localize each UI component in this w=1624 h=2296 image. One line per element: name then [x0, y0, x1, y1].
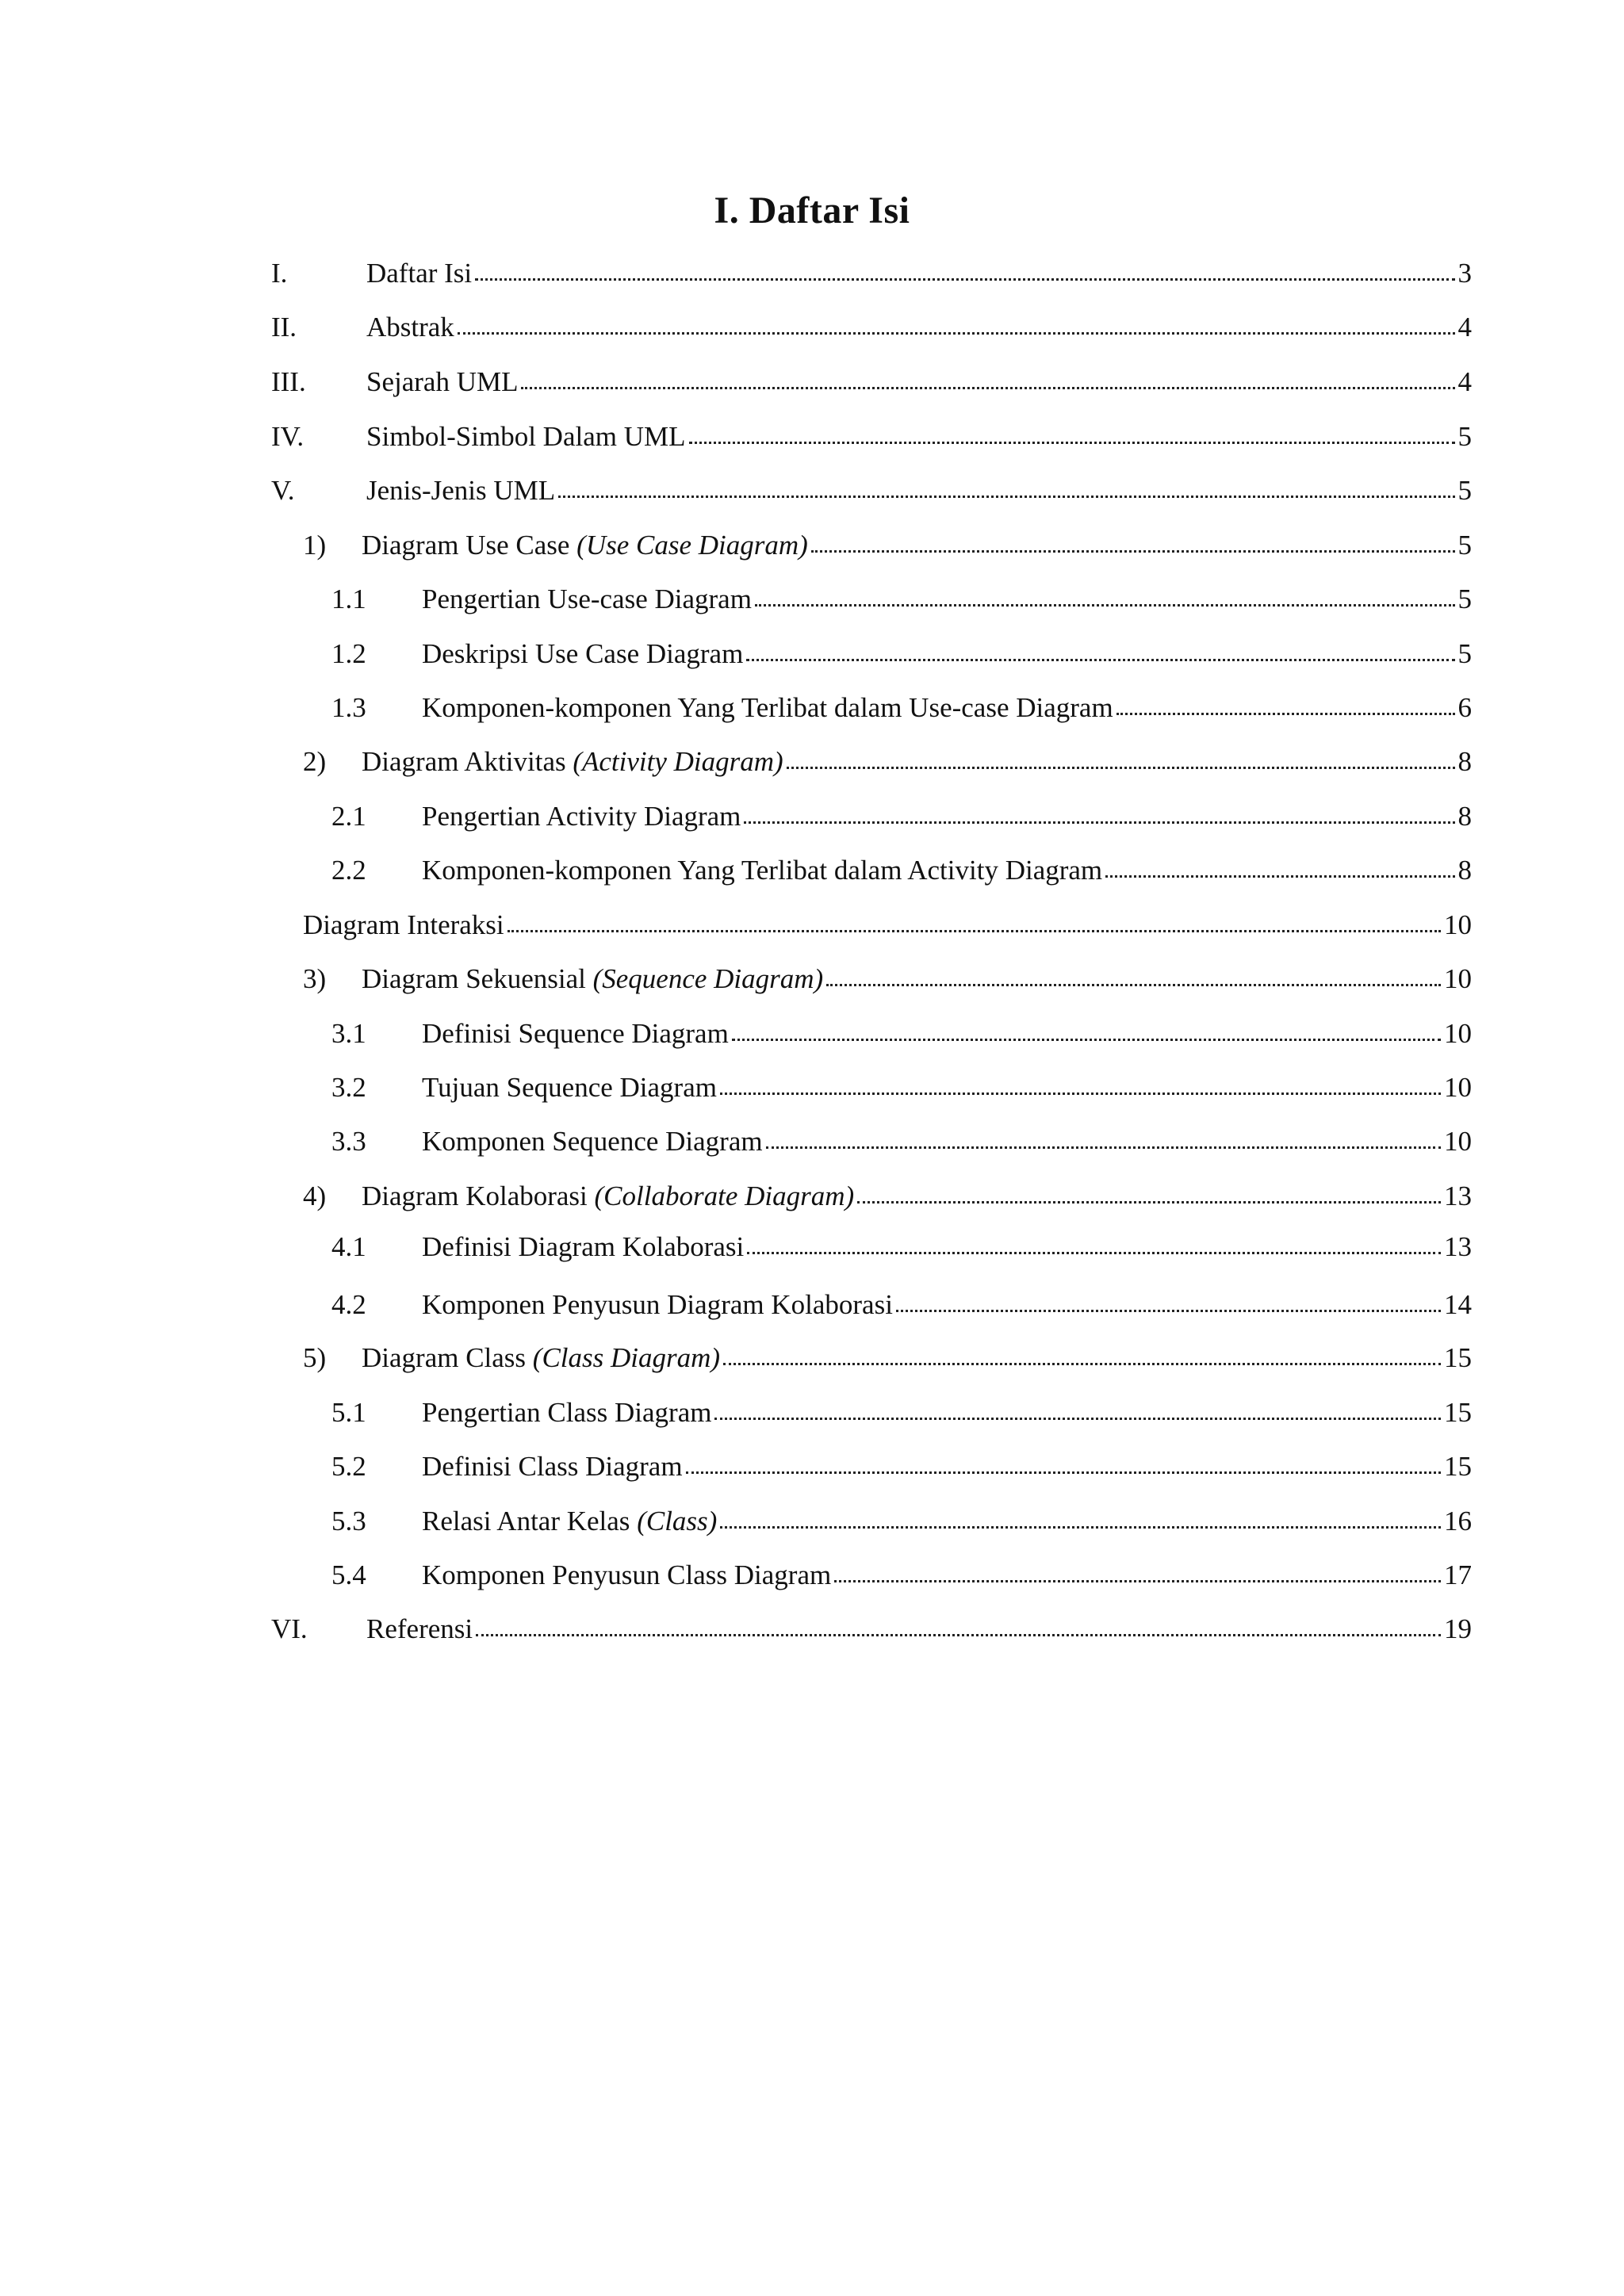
dot-leader	[476, 1626, 1441, 1636]
toc-entry-label	[422, 1070, 717, 1106]
toc-entry[interactable]	[0, 907, 1624, 943]
toc-entry-line	[422, 636, 1472, 672]
toc-entry-label	[422, 1395, 711, 1431]
toc-entry-line	[362, 1340, 1472, 1376]
toc-entry-text: Diagram Kolaborasi	[362, 1181, 595, 1211]
toc-entry-page-number: 5	[1457, 530, 1472, 561]
toc-entry-page-number: 13	[1444, 1231, 1472, 1262]
toc-entry-label	[366, 309, 454, 346]
toc-entry-text: Simbol-Simbol Dalam UML	[366, 421, 686, 452]
toc-entry-line	[422, 1503, 1472, 1540]
dot-leader	[714, 1410, 1441, 1420]
dot-leader	[558, 488, 1454, 498]
toc-entry-line	[366, 473, 1472, 509]
toc-entry[interactable]	[0, 1287, 1624, 1323]
dot-leader	[475, 270, 1454, 281]
toc-entry-number: IV.	[271, 421, 304, 452]
toc-entry-page-number: 8	[1457, 746, 1472, 777]
toc-entry[interactable]	[0, 1016, 1624, 1052]
toc-entry-line	[422, 852, 1472, 889]
toc-entry-page-number: 4	[1457, 312, 1472, 342]
toc-entry-number: V.	[271, 475, 295, 506]
toc-entry-label	[422, 1287, 893, 1323]
dot-leader	[521, 379, 1454, 389]
toc-entry-text: Relasi Antar Kelas	[422, 1506, 638, 1536]
page-title: I. Daftar Isi	[714, 189, 910, 232]
toc-entry[interactable]	[0, 1395, 1624, 1431]
toc-entry-label	[362, 961, 823, 997]
toc-entry-page-number: 5	[1457, 421, 1472, 452]
toc-entry-label	[366, 364, 518, 400]
toc-entry-page-number: 8	[1457, 801, 1472, 832]
dot-leader	[1105, 867, 1454, 878]
toc-entry-number: 5.2	[331, 1451, 366, 1482]
toc-entry-page-number: 15	[1444, 1342, 1472, 1373]
toc-entry-line	[422, 1123, 1472, 1160]
dot-leader	[755, 596, 1455, 607]
toc-entry-number: 1.3	[331, 692, 366, 723]
toc-entry-text: Pengertian Activity Diagram	[422, 801, 741, 832]
toc-entry-label	[422, 1503, 717, 1540]
toc-entry-text: Abstrak	[366, 312, 454, 342]
toc-entry-page-number: 15	[1444, 1451, 1472, 1482]
toc-entry[interactable]	[0, 961, 1624, 997]
toc-entry-label	[366, 419, 686, 455]
toc-entry-number: 5.3	[331, 1506, 366, 1536]
toc-entry-label	[422, 1448, 683, 1485]
toc-entry-italic-text: (Use Case Diagram)	[576, 530, 808, 561]
toc-entry-italic-text: (Sequence Diagram)	[592, 963, 824, 994]
toc-entry-label	[362, 527, 808, 564]
toc-entry-page-number: 5	[1457, 584, 1472, 614]
toc-entry-line	[422, 1070, 1472, 1106]
toc-entry-number: 3)	[303, 963, 327, 994]
toc-entry-line	[362, 527, 1472, 564]
toc-entry-text: Pengertian Class Diagram	[422, 1397, 712, 1428]
toc-entry-line	[422, 581, 1472, 618]
toc-entry-line	[366, 255, 1472, 292]
toc-entry-text: Definisi Class Diagram	[422, 1451, 683, 1482]
toc-entry[interactable]	[0, 852, 1624, 889]
toc-entry-text: Komponen-komponen Yang Terlibat dalam Use-case Diagram	[422, 692, 1113, 723]
dot-leader	[723, 1355, 1441, 1365]
dot-leader	[732, 1031, 1441, 1041]
toc-entry-line	[362, 961, 1472, 997]
toc-entry-number: 1.1	[331, 584, 366, 614]
toc-entry-text: Jenis-Jenis UML	[366, 475, 556, 506]
toc-entry-label	[422, 1557, 831, 1594]
toc-entry-number: II.	[271, 312, 297, 342]
toc-entry-number: 5.1	[331, 1397, 366, 1428]
toc-entry-line	[422, 690, 1472, 726]
dot-leader	[686, 1464, 1441, 1474]
toc-entry-line	[366, 309, 1472, 346]
toc-entry[interactable]	[0, 1448, 1624, 1485]
toc-entry-page-number: 10	[1444, 963, 1472, 994]
toc-entry-number: VI.	[271, 1613, 308, 1644]
toc-entry-number: 4.2	[331, 1289, 366, 1320]
toc-entry[interactable]	[0, 1340, 1624, 1376]
toc-entry-number: 5.4	[331, 1559, 366, 1590]
dot-leader	[720, 1085, 1441, 1095]
toc-entry-text: Diagram Class	[362, 1342, 533, 1373]
toc-entry-number: 2)	[303, 746, 327, 777]
toc-entry-label	[422, 636, 743, 672]
toc-entry-page-number: 15	[1444, 1397, 1472, 1428]
toc-entry-page-number: 10	[1444, 1018, 1472, 1049]
dot-leader	[747, 1244, 1441, 1254]
dot-leader	[689, 434, 1455, 444]
toc-entry-line	[422, 1395, 1472, 1431]
toc-entry[interactable]	[0, 527, 1624, 564]
toc-entry-text: Deskripsi Use Case Diagram	[422, 638, 744, 669]
toc-entry-text: Diagram Interaksi	[303, 909, 504, 940]
toc-entry-number: 2.1	[331, 801, 366, 832]
toc-entry[interactable]	[0, 1229, 1624, 1265]
toc-entry[interactable]	[0, 798, 1624, 835]
dot-leader	[766, 1138, 1441, 1149]
toc-entry-page-number: 4	[1457, 366, 1472, 397]
toc-entry-line	[366, 364, 1472, 400]
toc-entry-page-number: 5	[1457, 638, 1472, 669]
dot-leader	[857, 1193, 1441, 1203]
toc-entry-page-number: 6	[1457, 692, 1472, 723]
toc-entry-page-number: 3	[1457, 258, 1472, 289]
toc-entry-line	[422, 1557, 1472, 1594]
toc-entry[interactable]	[0, 1503, 1624, 1540]
toc-entry-label	[366, 1611, 473, 1647]
toc-entry-line	[422, 1448, 1472, 1485]
toc-entry-label	[366, 473, 555, 509]
toc-entry-text: Sejarah UML	[366, 366, 519, 397]
toc-entry-page-number: 14	[1444, 1289, 1472, 1320]
toc-entry-text: Komponen Penyusun Class Diagram	[422, 1559, 832, 1590]
toc-entry-label	[422, 1016, 729, 1052]
toc-entry-text: Diagram Aktivitas	[362, 746, 573, 777]
toc-entry-label	[362, 744, 783, 780]
toc-entry[interactable]	[0, 1123, 1624, 1160]
toc-entry-label	[303, 907, 504, 943]
dot-leader	[896, 1302, 1441, 1312]
toc-entry[interactable]	[0, 419, 1624, 455]
toc-entry-line	[366, 1611, 1472, 1647]
toc-entry-italic-text: (Collaborate Diagram)	[594, 1181, 855, 1211]
toc-entry-text: Definisi Diagram Kolaborasi	[422, 1231, 745, 1262]
dot-leader	[458, 324, 1455, 335]
toc-entry-line	[366, 419, 1472, 455]
toc-entry-text: Komponen Sequence Diagram	[422, 1126, 763, 1157]
dot-leader	[508, 922, 1441, 932]
dot-leader	[834, 1572, 1441, 1582]
toc-entry-line	[422, 798, 1472, 835]
toc-entry-label	[362, 1178, 854, 1215]
toc-entry-text: Daftar Isi	[366, 258, 473, 289]
toc-entry-text: Referensi	[366, 1613, 473, 1644]
toc-entry-page-number: 17	[1444, 1559, 1472, 1590]
toc-entry-line	[422, 1287, 1472, 1323]
toc-entry-text: Komponen Penyusun Diagram Kolaborasi	[422, 1289, 893, 1320]
toc-entry[interactable]	[0, 1178, 1624, 1215]
toc-entry[interactable]	[0, 690, 1624, 726]
toc-entry-number: 4)	[303, 1181, 327, 1211]
toc-entry-text: Pengertian Use-case Diagram	[422, 584, 752, 614]
dot-leader	[746, 651, 1454, 661]
toc-entry[interactable]	[0, 309, 1624, 346]
toc-entry[interactable]	[0, 473, 1624, 509]
dot-leader	[787, 759, 1455, 769]
toc-entry-number: 2.2	[331, 855, 366, 886]
toc-entry-italic-text: (Class)	[637, 1506, 718, 1536]
toc-entry-page-number: 19	[1444, 1613, 1472, 1644]
toc-entry[interactable]	[0, 364, 1624, 400]
toc-entry-page-number: 10	[1444, 1126, 1472, 1157]
dot-leader	[826, 976, 1441, 986]
toc-entry-label	[422, 1229, 744, 1265]
toc-entry-number: 3.1	[331, 1018, 366, 1049]
toc-entry-number: III.	[271, 366, 306, 397]
toc-entry[interactable]	[0, 1557, 1624, 1594]
toc-entry-line	[422, 1016, 1472, 1052]
dot-leader	[811, 542, 1455, 553]
toc-entry-page-number: 8	[1457, 855, 1472, 886]
toc-entry-label	[422, 690, 1113, 726]
dot-leader	[744, 813, 1454, 824]
toc-entry-italic-text: (Activity Diagram)	[573, 746, 783, 777]
toc-entry-number: I.	[271, 258, 288, 289]
dot-leader	[1116, 705, 1455, 715]
toc-entry-page-number: 10	[1444, 1072, 1472, 1103]
toc-entry-text: Tujuan Sequence Diagram	[422, 1072, 717, 1103]
toc-entry[interactable]	[0, 255, 1624, 292]
toc-entry-text: Diagram Sekuensial	[362, 963, 593, 994]
toc-entry-page-number: 10	[1444, 909, 1472, 940]
toc-entry-label	[366, 255, 472, 292]
toc-entry-label	[422, 1123, 763, 1160]
dot-leader	[720, 1518, 1441, 1529]
toc-entry-italic-text: (Class Diagram)	[532, 1342, 721, 1373]
toc-entry-number: 3.3	[331, 1126, 366, 1157]
toc-entry-label	[422, 581, 752, 618]
toc-entry-page-number: 5	[1457, 475, 1472, 506]
toc-entry-label	[422, 798, 741, 835]
toc-entry-text: Definisi Sequence Diagram	[422, 1018, 729, 1049]
toc-entry-number: 1.2	[331, 638, 366, 669]
toc-entry-line	[303, 907, 1472, 943]
toc-entry[interactable]	[0, 1070, 1624, 1106]
toc-entry-label	[422, 852, 1102, 889]
toc-entry-number: 3.2	[331, 1072, 366, 1103]
toc-entry[interactable]	[0, 636, 1624, 672]
toc-entry-line	[362, 744, 1472, 780]
toc-entry-number: 1)	[303, 530, 327, 561]
toc-entry-page-number: 13	[1444, 1181, 1472, 1211]
toc-entry[interactable]	[0, 581, 1624, 618]
toc-entry[interactable]	[0, 1611, 1624, 1647]
toc-entry-text: Diagram Use Case	[362, 530, 577, 561]
toc-entry-line	[422, 1229, 1472, 1265]
toc-entry[interactable]	[0, 744, 1624, 780]
toc-entry-number: 5)	[303, 1342, 327, 1373]
toc-entry-page-number: 16	[1444, 1506, 1472, 1536]
toc-entry-line	[362, 1178, 1472, 1215]
toc-entry-number: 4.1	[331, 1231, 366, 1262]
toc-entry-text: Komponen-komponen Yang Terlibat dalam Activity Diagram	[422, 855, 1103, 886]
toc-entry-label	[362, 1340, 720, 1376]
